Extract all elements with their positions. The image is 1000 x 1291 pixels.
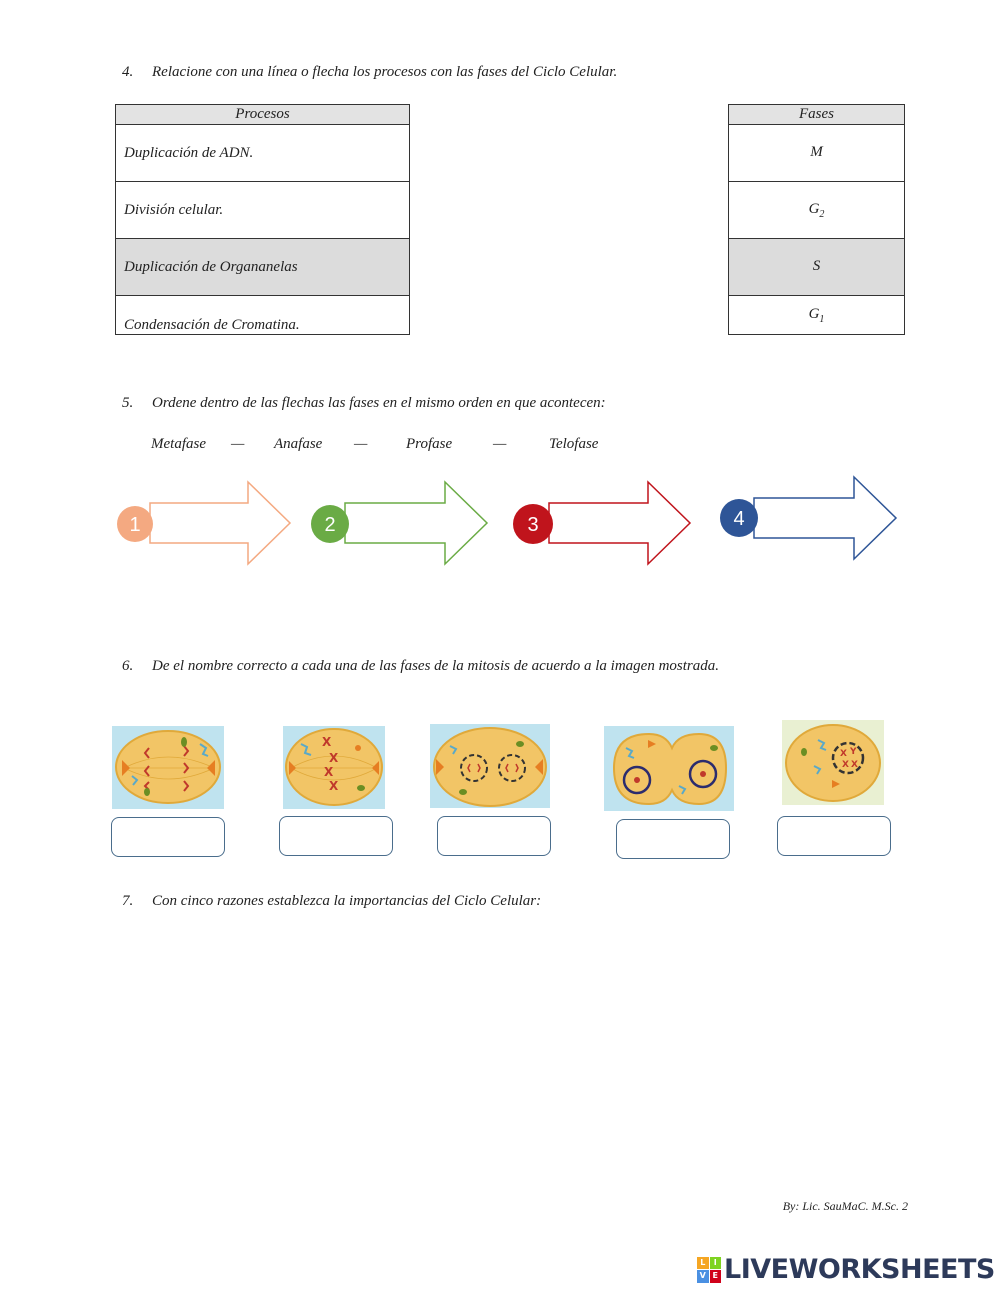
liveworksheets-wordmark: LIVEWORKSHEETS [724, 1254, 995, 1285]
option-dash: — [231, 436, 245, 452]
question-7 [122, 893, 541, 910]
arrow-1[interactable] [117, 482, 290, 564]
svg-text:X: X [851, 760, 858, 770]
svg-text:X: X [324, 765, 334, 779]
option-telofase: Telofase [549, 436, 599, 452]
cell-image-5 [782, 720, 884, 805]
option-dash: — [493, 436, 507, 452]
arrow-4[interactable] [720, 477, 896, 559]
arrow-4-label: 4 [733, 508, 745, 530]
question-4-number: 4. [122, 64, 134, 80]
cell-image-2 [283, 726, 385, 809]
author-signature: By: Lic. SauMaC. M.Sc. 2 [782, 1199, 908, 1213]
arrow-1-label: 1 [129, 514, 141, 536]
answer-box-3[interactable] [437, 816, 551, 856]
svg-text:X: X [840, 749, 847, 759]
question-4-text: Relacione con una línea o flecha los procesos con las fases del Ciclo Celular. [152, 64, 618, 80]
svg-text:X: X [842, 760, 849, 770]
answer-box-5[interactable] [777, 816, 891, 856]
liveworksheets-icon: L I V E [697, 1257, 721, 1283]
svg-text:X: X [329, 751, 339, 765]
proceso-item[interactable]: Duplicación de Organanelas [116, 239, 410, 296]
question-6-number: 6. [122, 658, 134, 674]
arrow-3-label: 3 [527, 514, 539, 536]
question-4 [122, 64, 617, 81]
arrow-2-label: 2 [324, 514, 336, 536]
fases-table [728, 104, 905, 335]
option-dash: — [354, 436, 368, 452]
procesos-header: Procesos [116, 105, 410, 125]
question-5-text: Ordene dentro de las flechas las fases en el mismo orden en que acontecen: [152, 395, 606, 411]
fase-item[interactable]: M [729, 125, 905, 182]
question-6-text: De el nombre correcto a cada una de las fases de la mitosis de acuerdo a la imagen mostrada. [152, 658, 720, 674]
option-metafase: Metafase [151, 436, 206, 452]
question-7-number: 7. [122, 893, 134, 909]
svg-text:X: X [322, 735, 332, 749]
proceso-item[interactable]: Duplicación de ADN. [116, 125, 410, 182]
arrow-4-shape [754, 477, 896, 559]
answer-box-4[interactable] [616, 819, 730, 859]
arrow-2[interactable] [311, 482, 487, 564]
fases-header: Fases [729, 105, 905, 125]
svg-text:X: X [329, 779, 339, 793]
arrow-1-shape [150, 482, 290, 564]
option-profase: Profase [406, 436, 453, 452]
fase-item[interactable]: $G_1$ [729, 296, 905, 335]
question-6 [122, 658, 719, 675]
option-anafase: Anafase [274, 436, 323, 452]
cell-image-3 [430, 724, 550, 808]
sequence-arrows [0, 470, 1000, 580]
proceso-item[interactable]: División celular. [116, 182, 410, 239]
answer-box-1[interactable] [111, 817, 225, 857]
fase-item[interactable]: S [729, 239, 905, 296]
fase-item[interactable]: $G_2$ [729, 182, 905, 239]
proceso-item[interactable]: Condensación de Cromatina. [116, 296, 410, 335]
arrow-3-shape [549, 482, 690, 564]
liveworksheets-logo [697, 1254, 995, 1285]
arrow-3[interactable] [513, 482, 690, 564]
svg-text:Y: Y [850, 747, 857, 757]
question-5 [122, 395, 606, 412]
cell-image-4 [604, 726, 734, 811]
procesos-table [115, 104, 410, 335]
question-5-number: 5. [122, 395, 134, 411]
cell-image-1 [112, 726, 224, 809]
arrow-2-shape [345, 482, 487, 564]
answer-box-2[interactable] [279, 816, 393, 856]
question-7-text: Con cinco razones establezca la importancias del Ciclo Celular: [152, 893, 542, 909]
